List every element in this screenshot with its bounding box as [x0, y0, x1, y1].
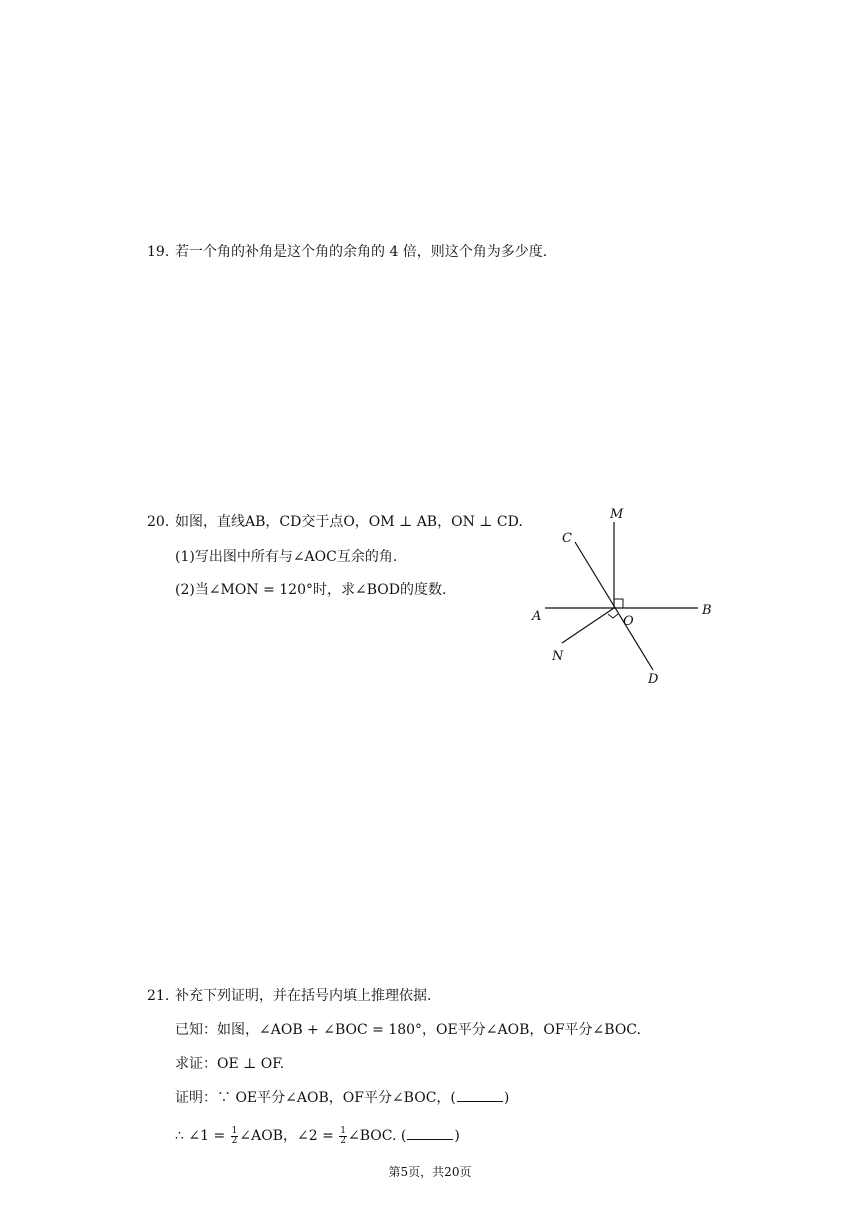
question-20-part-2: (2)当∠MON = 120°时，求∠BOD的度数.	[175, 582, 447, 598]
proof-text: 证明：∵ OE平分∠AOB，OF平分∠BOC，(	[175, 1090, 456, 1106]
page-footer: 第5页，共20页	[388, 1165, 472, 1179]
question-20	[147, 512, 523, 532]
question-21-proof-step-2	[175, 1126, 460, 1146]
question-19	[147, 242, 547, 262]
proof-close: )	[503, 1090, 510, 1106]
geometry-figure	[520, 498, 730, 693]
fraction-denominator: 2	[340, 1135, 346, 1146]
question-number: 21.	[147, 988, 170, 1004]
answer-blank[interactable]	[457, 1089, 503, 1102]
question-text: 若一个角的补角是这个角的余角的 4 倍，则这个角为多少度.	[175, 244, 548, 260]
proof-text: ∠AOB，∠2 =	[239, 1128, 339, 1144]
answer-blank[interactable]	[407, 1127, 453, 1140]
right-angle-mark-mob	[614, 599, 623, 608]
label-b: B	[702, 603, 712, 618]
label-c: C	[562, 531, 572, 546]
fraction-numerator: 1	[231, 1125, 238, 1136]
ray-on	[562, 608, 614, 643]
fraction-one-half	[231, 1127, 239, 1146]
right-angle-mark-nod	[608, 614, 618, 618]
question-number: 20.	[147, 514, 170, 530]
label-n: N	[552, 649, 564, 664]
label-o: O	[623, 614, 634, 629]
question-number: 19.	[147, 244, 170, 260]
label-a: A	[532, 609, 542, 624]
label-d: D	[648, 672, 659, 687]
fraction-numerator: 1	[340, 1125, 346, 1136]
question-text: 如图，直线AB，CD交于点O，OM ⊥ AB，ON ⊥ CD.	[175, 514, 523, 530]
question-20-part-1: (1)写出图中所有与∠AOC互余的角.	[175, 549, 398, 565]
question-text: 补充下列证明，并在括号内填上推理依据.	[175, 988, 432, 1004]
proof-text: ∴ ∠1 =	[175, 1128, 230, 1144]
fraction-denominator: 2	[231, 1135, 238, 1146]
fraction-one-half	[339, 1127, 347, 1146]
question-21-prove: 求证：OE ⊥ OF.	[175, 1056, 285, 1072]
question-21-proof-step-1	[175, 1088, 509, 1108]
proof-text: ∠BOC. (	[347, 1128, 407, 1144]
question-21-given: 已知：如图，∠AOB + ∠BOC = 180°，OE平分∠AOB，OF平分∠BOC.	[175, 1022, 641, 1038]
proof-close: )	[454, 1128, 460, 1144]
label-m: M	[610, 507, 624, 522]
question-21	[147, 986, 431, 1006]
